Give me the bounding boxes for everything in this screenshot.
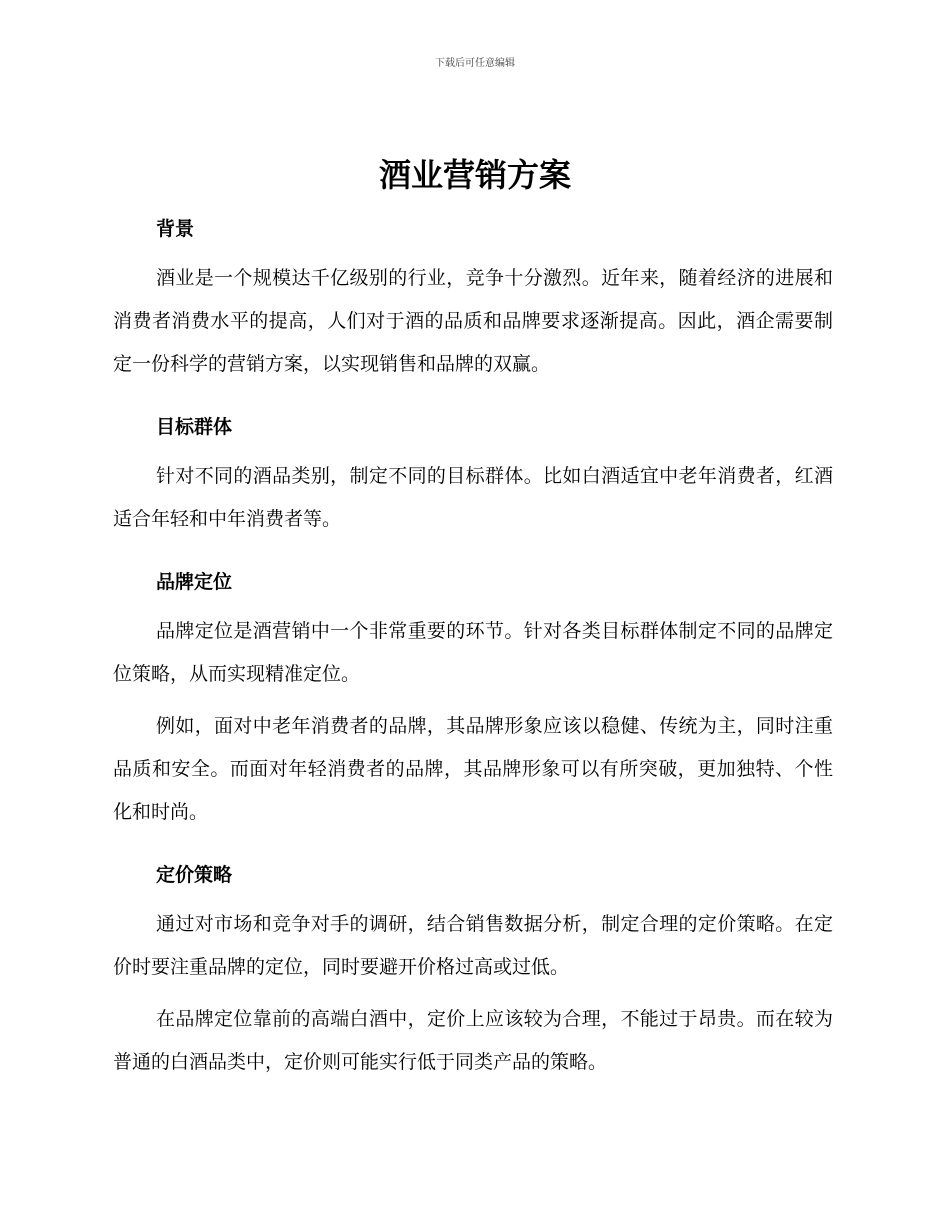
document-body: [113, 200, 833, 1084]
section-heading: 定价策略: [156, 864, 233, 886]
paragraph: 针对不同的酒品类别，制定不同的目标群体。比如白酒适宜中老年消费者，红酒适合年轻和中年消费者等。: [113, 465, 833, 530]
header-note: 下载后可任意编辑: [435, 58, 515, 69]
section-heading: 目标群体: [156, 416, 233, 438]
paragraph: 品牌定位是酒营销中一个非常重要的环节。针对各类目标群体制定不同的品牌定位策略，从而实现精准定位。: [113, 620, 833, 685]
section-background: [113, 210, 833, 386]
page-title: 酒业营销方案: [378, 156, 571, 194]
section-heading: 背景: [156, 218, 195, 240]
section-brand-positioning: [113, 563, 833, 834]
section-target-group: [113, 408, 833, 541]
paragraph: 例如，面对中老年消费者的品牌，其品牌形象应该以稳健、传统为主，同时注重品质和安全。而面对年轻消费者的品牌，其品牌形象可以有所突破，更加独特、个性化和时尚。: [113, 715, 833, 823]
paragraph: 通过对市场和竞争对手的调研，结合销售数据分析，制定合理的定价策略。在定价时要注重品牌的定位，同时要避开价格过高或过低。: [113, 913, 833, 978]
paragraph: 酒业是一个规模达千亿级别的行业，竞争十分激烈。近年来，随着经济的进展和消费者消费水平的提高，人们对于酒的品质和品牌要求逐渐提高。因此，酒企需要制定一份科学的营销方案，以实现销售和品牌的双赢。: [113, 267, 833, 375]
paragraph: 在品牌定位靠前的高端白酒中，定价上应该较为合理，不能过于昂贵。而在较为普通的白酒品类中，定价则可能实行低于同类产品的策略。: [113, 1008, 833, 1073]
section-heading: 品牌定位: [156, 571, 233, 593]
section-pricing-strategy: [113, 856, 833, 1084]
